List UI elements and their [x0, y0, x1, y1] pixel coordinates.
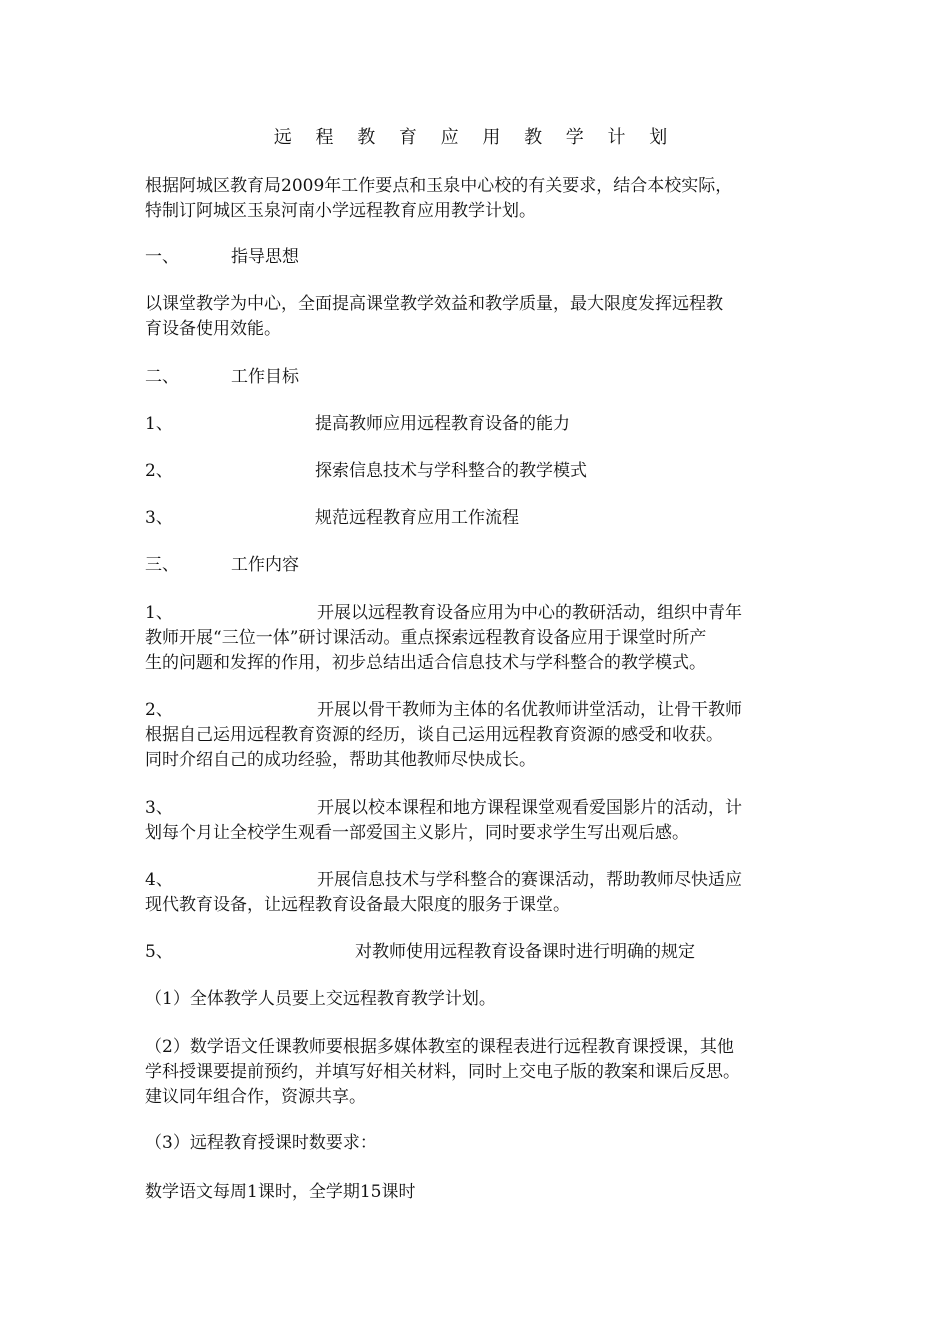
- list-number: 4、: [145, 870, 173, 890]
- list-item-text: 提高教师应用远程教育设备的能力: [315, 414, 570, 434]
- list-item-text: 规范远程教育应用工作流程: [315, 508, 519, 528]
- intro-line-1: 根据阿城区教育局2009年工作要点和玉泉中心校的有关要求，结合本校实际，: [145, 176, 733, 196]
- paragraph-line: 以课堂教学为中心，全面提高课堂教学效益和教学质量，最大限度发挥远程教: [145, 294, 723, 314]
- sub-item-1: [145, 987, 815, 1012]
- list-number: 3、: [145, 508, 173, 528]
- list-number: 2、: [145, 461, 173, 481]
- content-item-3: [145, 796, 815, 846]
- sub-item-2: [145, 1035, 815, 1110]
- list-number: 5、: [145, 942, 173, 962]
- content-item-5: [145, 940, 815, 965]
- content-item-4: [145, 868, 815, 918]
- list-item-text: 对教师使用远程教育设备课时进行明确的规定: [355, 942, 695, 962]
- list-number: 1、: [145, 414, 173, 434]
- paragraph-line: 教师开展“三位一体”研讨课活动。重点探索远程教育设备应用于课堂时所产: [145, 628, 707, 648]
- paragraph-line: 学科授课要提前预约，并填写好相关材料，同时上交电子版的教案和课后反思。: [145, 1062, 740, 1082]
- intro-line-2: 特制订阿城区玉泉河南小学远程教育应用教学计划。: [145, 201, 536, 221]
- last-paragraph: [145, 1180, 815, 1205]
- section-number: 二、: [145, 367, 179, 387]
- list-item-first-line: 开展以骨干教师为主体的名优教师讲堂活动，让骨干教师: [317, 700, 742, 720]
- section-heading-3: [145, 553, 815, 578]
- section-heading-text: 工作内容: [231, 555, 299, 575]
- section-number: 一、: [145, 247, 179, 267]
- section-heading-2: [145, 365, 815, 390]
- goal-item-1: [145, 412, 815, 437]
- list-number: 2、: [145, 700, 173, 720]
- goal-item-2: [145, 459, 815, 484]
- sub-item-3: [145, 1131, 815, 1156]
- section-heading-1: [145, 245, 815, 270]
- paragraph-line: 根据自己运用远程教育资源的经历，谈自己运用远程教育资源的感受和收获。: [145, 725, 723, 745]
- paragraph-line: （1）全体教学人员要上交远程教育教学计划。: [145, 989, 496, 1009]
- content-item-2: [145, 698, 815, 773]
- paragraph-line: （3）远程教育授课时数要求：: [145, 1133, 377, 1153]
- paragraph-line: 生的问题和发挥的作用，初步总结出适合信息技术与学科整合的教学模式。: [145, 653, 706, 673]
- goal-item-3: [145, 506, 815, 531]
- paragraph-line: 数学语文每周1课时，全学期15课时: [145, 1182, 416, 1202]
- document-title: 远 程 教 育 应 用 教 学 计 划: [273, 127, 677, 148]
- list-number: 1、: [145, 603, 173, 623]
- list-item-first-line: 开展以校本课程和地方课程课堂观看爱国影片的活动，计: [317, 798, 742, 818]
- paragraph-line: 划每个月让全校学生观看一部爱国主义影片，同时要求学生写出观后感。: [145, 823, 689, 843]
- section-heading-text: 指导思想: [231, 247, 299, 267]
- list-number: 3、: [145, 798, 173, 818]
- paragraph-line: 建议同年组合作，资源共享。: [145, 1087, 366, 1107]
- content-item-1: [145, 601, 815, 676]
- list-item-first-line: 开展以远程教育设备应用为中心的教研活动，组织中青年: [317, 603, 742, 623]
- section-number: 三、: [145, 555, 179, 575]
- section-heading-text: 工作目标: [231, 367, 299, 387]
- paragraph-line: 同时介绍自己的成功经验，帮助其他教师尽快成长。: [145, 750, 536, 770]
- section-1-paragraph: [145, 292, 815, 342]
- intro-paragraph: [145, 174, 815, 224]
- paragraph-line: 育设备使用效能。: [145, 319, 281, 339]
- list-item-text: 探索信息技术与学科整合的教学模式: [315, 461, 587, 481]
- list-item-first-line: 开展信息技术与学科整合的赛课活动，帮助教师尽快适应: [317, 870, 742, 890]
- paragraph-line: （2）数学语文任课教师要根据多媒体教室的课程表进行远程教育课授课，其他: [145, 1037, 734, 1057]
- paragraph-line: 现代教育设备，让远程教育设备最大限度的服务于课堂。: [145, 895, 570, 915]
